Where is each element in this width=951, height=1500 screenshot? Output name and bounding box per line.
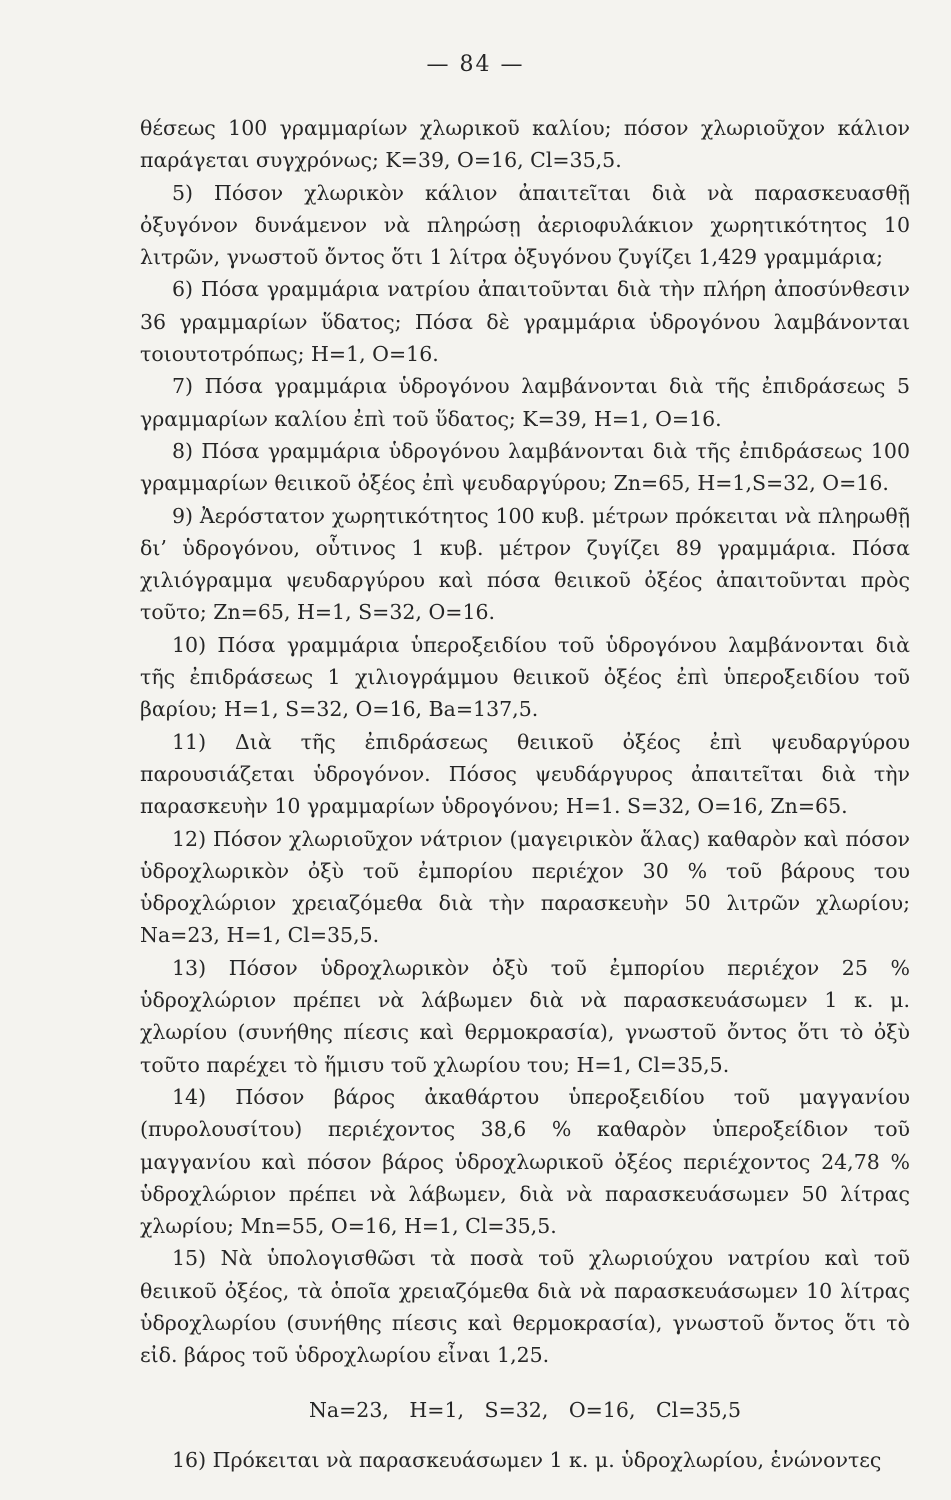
exercise-15: 15) Νὰ ὑπολογισθῶσι τὰ ποσὰ τοῦ χλωριούχου νατρίου καὶ τοῦ θειικοῦ ὀξέος, τὰ ὁποῖα χρειαζόμεθα διὰ νὰ παρασκευάσωμεν 10 λίτρας ὑδροχλωρίου (συνήθης πίεσις καὶ θερμοκρασία), γνωστοῦ ὄντος ὅτι τὸ εἰδ. βάρος τοῦ ὑδροχλωρίου εἶναι 1,25. [140,1246,910,1368]
atomic-weights-line: Na=23, H=1, S=32, O=16, Cl=35,5 [308,1397,742,1422]
exercise-10: 10) Πόσα γραμμάρια ὑπεροξειδίου τοῦ ὑδρογόνου λαμβάνονται διὰ τῆς ἐπιδράσεως 1 χιλιογράμμου θειικοῦ ὀξέος ἐπὶ ὑπεροξειδίου τοῦ βαρίου; H=1, S=32, O=16, Ba=137,5. [140,632,910,722]
exercise-13: 13) Πόσον ὑδροχλωρικὸν ὀξὺ τοῦ ἐμπορίου περιέχον 25 % ὑδροχλώριον πρέπει νὰ λάβωμεν διὰ νὰ παρασκευάσωμεν 1 κ. μ. χλωρίου (συνήθης πίεσις καὶ θερμοκρασία), γνωστοῦ ὄντος ὅτι τὸ ὀξὺ τοῦτο παρέχει τὸ ἥμισυ τοῦ χλωρίου του; H=1, Cl=35,5. [140,955,910,1077]
paragraph-continued: θέσεως 100 γραμμαρίων χλωρικοῦ καλίου; πόσον χλωριοῦχον κάλιον παράγεται συγχρόνως; K=39, O=16, Cl=35,5. [140,116,910,173]
exercise-9: 9) Ἀερόστατον χωρητικότητος 100 κυβ. μέτρων πρόκειται νὰ πληρωθῇ δι’ ὑδρογόνου, οὗτινος 1 κυβ. μέτρον ζυγίζει 89 γραμμάρια. Πόσα χιλιόγραμμα ψευδαργύρου καὶ πόσα θειικοῦ ὀξέος ἀπαιτοῦνται πρὸς τοῦτο; Zn=65, H=1, S=32, O=16. [140,503,910,625]
exercise-8: 8) Πόσα γραμμάρια ὑδρογόνου λαμβάνονται διὰ τῆς ἐπιδράσεως 100 γραμμαρίων θειικοῦ ὀξέος ἐπὶ ψευδαργύρου; Zn=65, H=1,S=32, O=16. [140,438,910,496]
exercise-14: 14) Πόσον βάρος ἀκαθάρτου ὑπεροξειδίου τοῦ μαγγανίου (πυρολουσίτου) περιέχοντος 38,6 % καθαρὸν ὑπεροξείδιον τοῦ μαγγανίου καὶ πόσον βάρος ὑδροχλωρικοῦ ὀξέος περιέχοντος 24,78 % ὑδροχλώριον πρέπει νὰ λάβωμεν, διὰ νὰ παρασκευάσωμεν 50 λίτρας χλωρίου; Mn=55, O=16, H=1, Cl=35,5. [140,1084,910,1239]
exercise-5: 5) Πόσον χλωρικὸν κάλιον ἀπαιτεῖται διὰ νὰ παρασκευασθῇ ὀξυγόνον δυνάμενον νὰ πληρώσῃ ἀεριοφυλάκιον χωρητικότητος 10 λιτρῶν, γνωστοῦ ὄντος ὅτι 1 λίτρα ὀξυγόνου ζυγίζει 1,429 γραμμάρια; [140,180,910,270]
exercise-text [140,112,910,1476]
exercise-6: 6) Πόσα γραμμάρια νατρίου ἀπαιτοῦνται διὰ τὴν πλήρη ἀποσύνθεσιν 36 γραμμαρίων ὕδατος; Πόσα δὲ γραμμάρια ὑδρογόνου λαμβάνονται τοιουτοτρόπως; H=1, O=16. [140,277,910,367]
page-number: — 84 — [426,52,525,77]
exercise-12: 12) Πόσον χλωριοῦχον νάτριον (μαγειρικὸν ἅλας) καθαρὸν καὶ πόσον ὑδροχλωρικὸν ὀξὺ τοῦ ἐμπορίου περιέχον 30 % τοῦ βάρους του ὑδροχλώριον χρειαζόμεθα διὰ τὴν παρασκευὴν 50 λιτρῶν χλωρίου; Na=23, H=1, Cl=35,5. [140,826,910,948]
exercise-11: 11) Διὰ τῆς ἐπιδράσεως θειικοῦ ὀξέος ἐπὶ ψευδαργύρου παρουσιάζεται ὑδρογόνον. Πόσος ψευδάργυρος ἀπαιτεῖται διὰ τὴν παρασκευὴν 10 γραμμαρίων ὑδρογόνου; H=1. S=32, O=16, Zn=65. [140,729,910,819]
exercise-16: 16) Πρόκειται νὰ παρασκευάσωμεν 1 κ. μ. ὑδροχλωρίου, ἑνώνοντες [172,1447,882,1472]
exercise-7: 7) Πόσα γραμμάρια ὑδρογόνου λαμβάνονται διὰ τῆς ἐπιδράσεως 5 γραμμαρίων καλίου ἐπὶ τοῦ ὕδατος; K=39, H=1, O=16. [140,374,910,431]
